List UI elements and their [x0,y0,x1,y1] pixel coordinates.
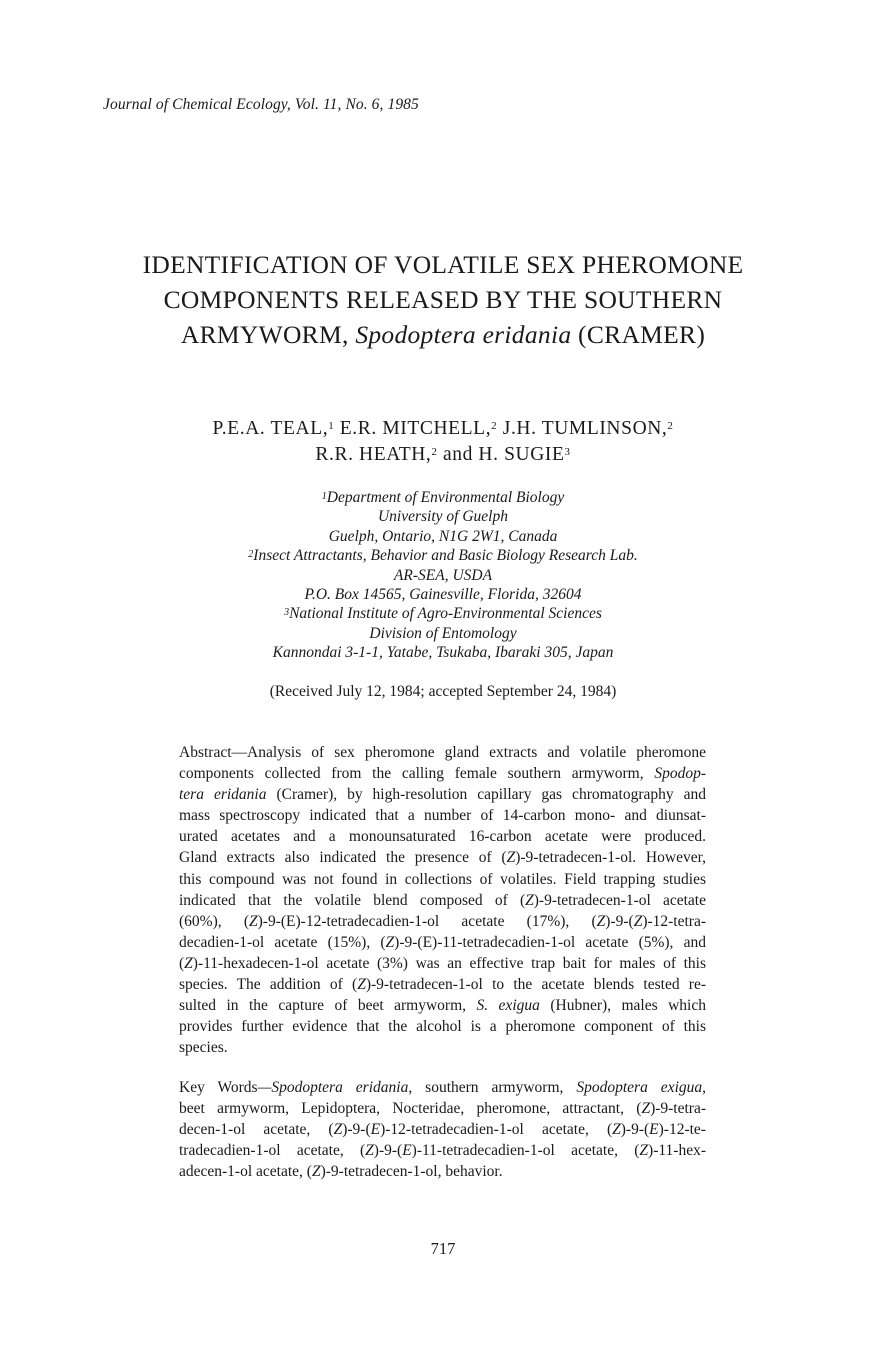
affiliations [100,488,786,663]
abstract-line: species. [179,1039,228,1057]
affil-sup: 1 [321,491,327,502]
title-line-2: COMPONENTS RELEASED BY THE SOUTHERN [163,285,723,314]
affiliation-line [100,546,786,565]
abstract-line [179,953,706,974]
abstract-text: components collected from the calling female southern armyworm, [179,765,655,783]
abstract-italic: Z [249,912,258,930]
abstract-line [179,995,706,1016]
keywords-text: decen-1-ol acetate, ( [179,1121,334,1139]
affil-text: Department of Environmental Biology [326,489,565,506]
author-sup: 1 [328,420,335,432]
abstract-line: urated acetates and a monounsaturated 16-carbon acetate were produced. [179,828,706,846]
keywords-text: )-9-( [342,1121,371,1139]
abstract-line [179,847,706,868]
abstract-text: ( [179,954,185,972]
abstract-text: )-9-tetradecen-1-ol. However, [515,849,706,867]
abstract-text: (Cramer), by high-resolution capillary gas chromatography and [266,786,706,804]
abstract-text: Gland extracts also indicated the presence of ( [179,849,507,867]
keywords-text: , southern armyworm, [408,1079,577,1096]
authors-line-2 [100,442,786,468]
abstract-text: )-9-(E)-12-tetradecadien-1-ol acetate (17%), ( [257,912,597,930]
abstract-text: )-9-( [605,912,634,930]
author-heath: R.R. HEATH, [315,444,432,465]
title-line-1: IDENTIFICATION OF VOLATILE SEX PHEROMONE [142,250,744,279]
keywords-text: )-9-tetra- [650,1100,706,1118]
keywords-italic: Z [333,1121,343,1139]
affil-text: National Institute of Agro-Environmental Sciences [289,605,602,623]
abstract-text: )-9-tetradecen-1-ol to the acetate blends tested re- [365,976,706,994]
author-teal: P.E.A. TEAL, [212,418,329,439]
author-sup: 2 [491,420,498,432]
received-dates: (Received July 12, 1984; accepted September 24, 1984) [269,683,617,700]
keywords-text: )-11-tetradecadien-1-ol acetate, ( [411,1142,640,1160]
abstract-italic: Z [596,912,606,930]
abstract-text: (Hubner), males which [539,997,706,1015]
author-sugie: and H. SUGIE [437,444,565,465]
abstract-text: —Analysis of sex pheromone gland extracts and volatile pheromone [231,744,706,761]
affiliation-line: AR-SEA, USDA [393,566,493,584]
title-prefix: ARMYWORM, [180,320,356,349]
abstract-italic: Z [385,933,395,951]
abstract-italic: Z [525,891,534,909]
affil-sup: 3 [284,607,290,619]
keywords-line [179,1161,706,1182]
author-sup: 3 [564,446,571,458]
author-tumlinson: J.H. TUMLINSON, [497,418,668,439]
affil-text: Insect Attractants, Behavior and Basic Biology Research Lab. [253,547,638,565]
abstract-text: )-12-tetra- [642,912,706,930]
keywords-italic: Z [612,1121,621,1139]
keywords-text: )-12-tetradecadien-1-ol acetate, ( [380,1121,613,1139]
author-sup: 2 [431,446,438,458]
keywords-text: )-9-tetradecen-1-ol, behavior. [320,1163,503,1181]
abstract-text: indicated that the volatile blend composed of ( [179,891,526,909]
abstract-text: sulted in the capture of beet armyworm, [179,997,477,1015]
keywords-text: tradecadien-1-ol acetate, ( [179,1142,366,1160]
keywords-italic: E [370,1121,381,1139]
keywords-italic: Z [365,1142,374,1160]
abstract-text: decadien-1-ol acetate (15%), ( [179,933,386,951]
species-name: Spodoptera eridania [355,320,572,349]
keywords-italic: E [402,1142,412,1160]
abstract-text: )-9-(E)-11-tetradecadien-1-ol acetate (5%), and [394,933,706,951]
keywords-text: )-9-( [620,1121,650,1139]
affiliation-line [100,488,786,507]
keywords-text: )-11-hex- [648,1142,706,1160]
abstract-text: )-11-hexadecen-1-ol acetate (3%) was an effective trap bait for males of this [192,954,706,972]
keywords-italic: E [649,1121,659,1139]
abstract-line: this compound was not found in collections of volatiles. Field trapping studies [179,870,706,888]
abstract-italic: tera eridania [179,786,267,804]
keywords-text: beet armyworm, Lepidoptera, Nocteridae, pheromone, attractant, ( [179,1100,642,1118]
abstract-line [179,932,706,953]
abstract-line: provides further evidence that the alcohol is a pheromone component of this [179,1018,706,1036]
keywords-italic: Z [641,1100,651,1118]
abstract-line [179,974,706,995]
keywords-text: , [702,1079,706,1096]
abstract-line [179,784,706,805]
affil-sup: 2 [248,549,254,561]
paper-title [100,247,786,352]
abstract-italic: Z [633,912,643,930]
keywords-text: )-12-te- [658,1121,706,1139]
title-line-3 [100,317,786,352]
affiliation-line: P.O. Box 14565, Gainesville, Florida, 32604 [304,586,582,604]
abstract-italic: Z [184,954,193,972]
author-sup: 2 [667,420,674,432]
affiliation-line: University of Guelph [377,508,508,526]
abstract-line [179,763,706,784]
keywords-line [179,1098,706,1119]
abstract-italic: Spodop- [654,765,706,783]
abstract-text: )-9-tetradecen-1-ol acetate [533,891,706,909]
author-list [100,416,786,468]
keywords-italic: Z [311,1163,321,1181]
abstract-italic: S. exigua [476,997,540,1015]
keywords-text: )-9-( [373,1142,403,1160]
abstract-line: mass spectroscopy indicated that a number of 14-carbon mono- and diunsat- [179,807,706,825]
key-words [179,1077,706,1182]
keywords-italic: Z [639,1142,649,1160]
keywords-text: adecen-1-ol acetate, ( [179,1163,312,1181]
author-mitchell: E.R. MITCHELL, [334,418,492,439]
affiliation-line: Guelph, Ontario, N1G 2W1, Canada [328,527,558,545]
affiliation-line: Kannondai 3-1-1, Yatabe, Tsukaba, Ibaraki 305, Japan [272,644,614,662]
abstract-line [179,911,706,932]
keywords-italic: Spodoptera exigua [576,1079,703,1096]
keywords-line [179,1119,706,1140]
abstract-italic: Z [357,976,366,994]
keywords-italic: —Spodoptera eridania [257,1079,409,1096]
abstract-text: (60%), ( [179,912,249,930]
abstract-label: Abstract [179,744,232,761]
affiliation-line [100,604,786,623]
affiliation-line: Division of Entomology [369,624,517,642]
page-number: 717 [430,1239,456,1258]
abstract-line [179,742,706,763]
abstract-italic: Z [506,849,516,867]
authors-line-1 [100,416,786,442]
abstract [179,742,706,1058]
abstract-text: species. The addition of ( [179,976,358,994]
title-suffix: (CRAMER) [571,320,706,349]
keywords-line [179,1140,706,1161]
keywords-line [179,1077,706,1098]
keywords-label: Key Words [179,1079,258,1096]
journal-citation: Journal of Chemical Ecology, Vol. 11, No. 6, 1985 [103,96,419,113]
abstract-line [179,890,706,911]
